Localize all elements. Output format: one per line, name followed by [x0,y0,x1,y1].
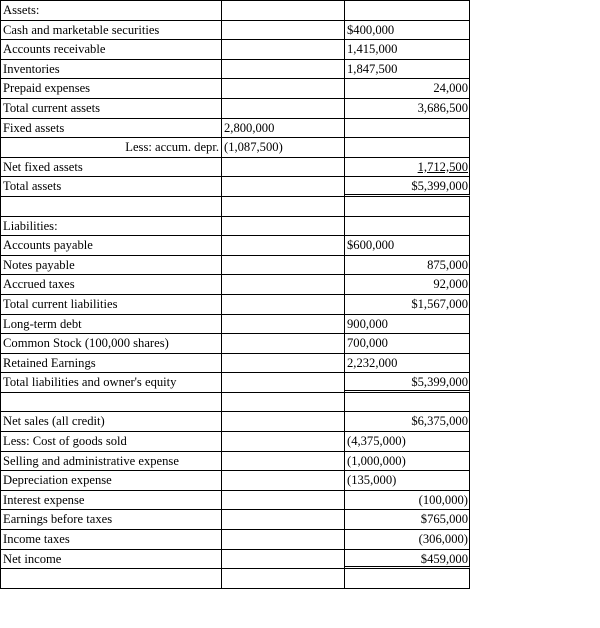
ta-label: Total assets [0,177,222,197]
at-value: 92,000 [433,277,468,292]
accum-label: Less: accum. depr. [125,140,219,155]
table-row [0,256,470,276]
assets-header: Assets: [0,1,222,21]
table-row [0,236,470,256]
table-row [0,295,470,315]
ni-value: $459,000 [420,551,468,566]
table-row [0,550,470,570]
table-row [0,60,470,80]
ltd-value: 900,000 [347,316,388,331]
dep-label: Depreciation expense [0,471,222,491]
cogs-label: Less: Cost of goods sold [0,432,222,452]
accum-value: (1,087,500) [222,138,345,158]
tca-value: 3,686,500 [417,100,468,115]
at-label: Accrued taxes [0,275,222,295]
cash-label: Cash and marketable securities [0,21,222,41]
cs-label: Common Stock (100,000 shares) [0,334,222,354]
table-row [0,217,470,237]
sga-value: (1,000,000) [347,453,406,468]
re-label: Retained Earnings [0,354,222,374]
table-row [0,158,470,178]
table-row [0,0,470,21]
tle-label: Total liabilities and owner's equity [0,373,222,393]
tax-label: Income taxes [0,530,222,550]
ap-value: $600,000 [347,238,395,253]
table-row [0,471,470,491]
table-row [0,373,470,393]
cogs-value: (4,375,000) [347,434,406,449]
int-value: (100,000) [418,492,468,507]
table-row [0,510,470,530]
table-row [0,412,470,432]
tax-value: (306,000) [418,532,468,547]
prepaid-label: Prepaid expenses [0,79,222,99]
table-row [0,393,470,413]
ltd-label: Long-term debt [0,315,222,335]
table-row [0,354,470,374]
fixed-label: Fixed assets [0,119,222,139]
table-row [0,452,470,472]
liabilities-header: Liabilities: [0,217,222,237]
table-row [0,197,470,217]
table-row [0,99,470,119]
tca-label: Total current assets [0,99,222,119]
ebt-label: Earnings before taxes [0,510,222,530]
dep-value: (135,000) [347,473,397,488]
ns-label: Net sales (all credit) [0,412,222,432]
cash-value: $400,000 [347,22,395,37]
table-row [0,275,470,295]
prepaid-value: 24,000 [433,81,468,96]
table-row [0,138,470,158]
nfa-label: Net fixed assets [0,158,222,178]
table-row [0,177,470,197]
tle-value: $5,399,000 [411,375,468,390]
ebt-value: $765,000 [420,512,468,527]
table-row [0,432,470,452]
table-row [0,40,470,60]
ar-label: Accounts receivable [0,40,222,60]
table-row [0,79,470,99]
ni-label: Net income [0,550,222,570]
table-row [0,21,470,41]
table-row [0,491,470,511]
np-label: Notes payable [0,256,222,276]
table-row [0,119,470,139]
ap-label: Accounts payable [0,236,222,256]
inv-value: 1,847,500 [347,61,398,76]
cs-value: 700,000 [347,336,388,351]
nfa-value: 1,712,500 [417,159,468,174]
tcl-value: $1,567,000 [411,296,468,311]
int-label: Interest expense [0,491,222,511]
ar-value: 1,415,000 [347,42,398,57]
inv-label: Inventories [0,60,222,80]
re-value: 2,232,000 [347,355,398,370]
ta-value: $5,399,000 [411,179,468,194]
sga-label: Selling and administrative expense [0,452,222,472]
table-row [0,315,470,335]
table-row [0,569,470,589]
np-value: 875,000 [427,257,468,272]
tcl-label: Total current liabilities [0,295,222,315]
fixed-value: 2,800,000 [222,119,345,139]
table-row [0,530,470,550]
table-row [0,334,470,354]
ns-value: $6,375,000 [411,414,468,429]
